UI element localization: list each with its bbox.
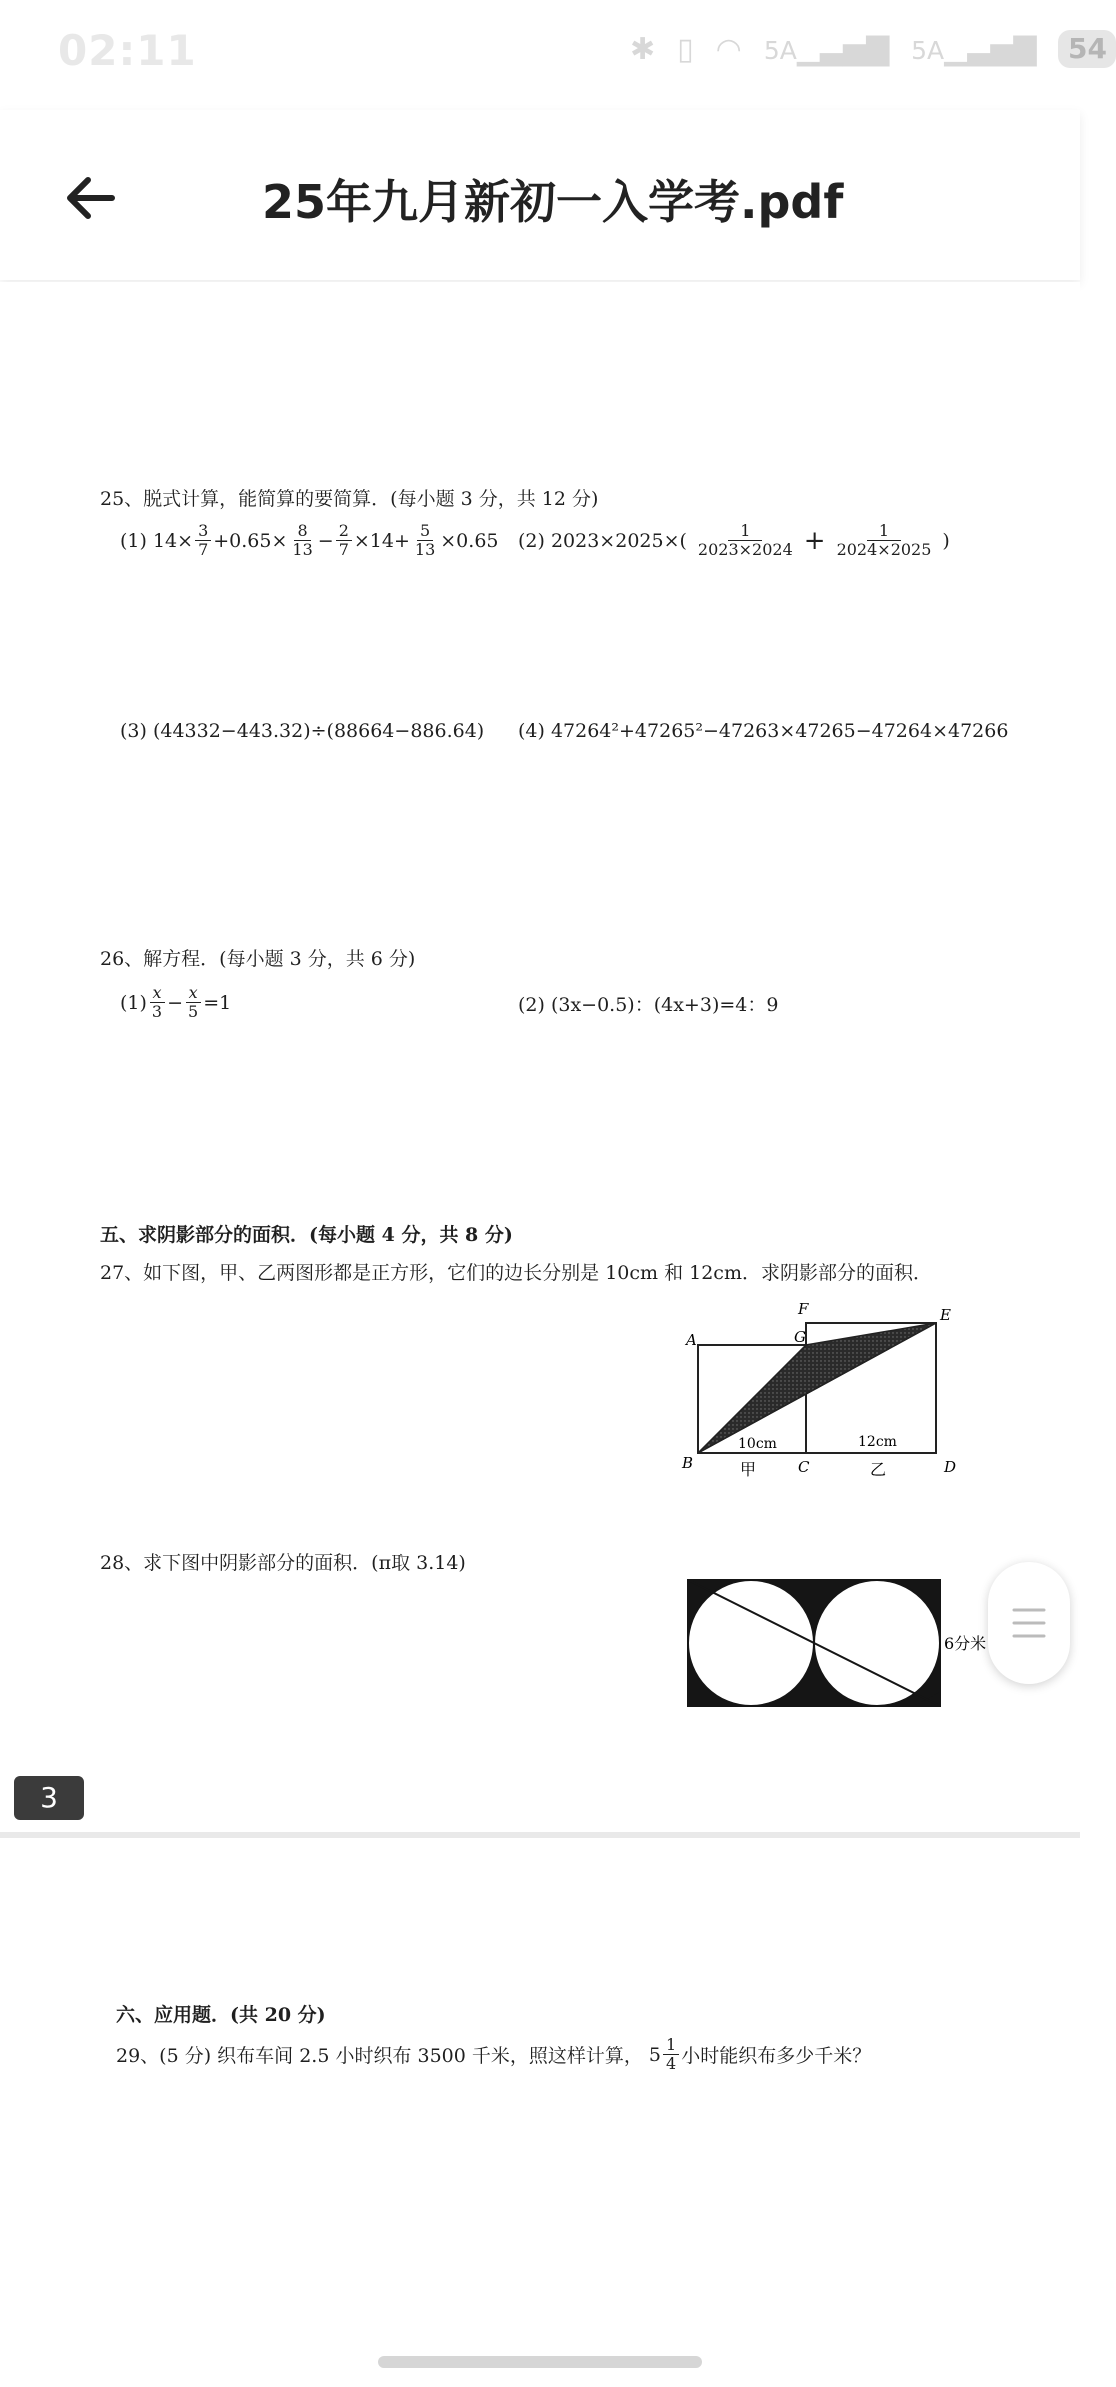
label-d: D	[944, 1458, 957, 1476]
pdf-page	[0, 282, 1080, 1832]
label-jia: 甲	[740, 1460, 757, 1479]
q25-part2: (2) 2023×2025×( $\frac{1}{2023\times 2024}$ + $\frac{1}{2024\times 2025}$ )	[518, 521, 950, 559]
q25-part3: (3) (44332−443.32)÷(88664−886.64)	[120, 720, 485, 742]
question-28-text: 28、求下图中阴影部分的面积．(π取 3.14)	[100, 1552, 466, 1574]
pdf-page	[0, 1838, 1080, 2387]
status-bar	[0, 0, 1107, 110]
vibrate-icon: ▯	[677, 31, 694, 67]
battery-icon: 54	[1058, 30, 1116, 68]
app-bar	[0, 110, 1080, 280]
label-a: A	[686, 1331, 697, 1349]
drag-handle-icon	[988, 1562, 1070, 1684]
question-25-heading: 25、脱式计算，能简算的要简算．(每小题 3 分，共 12 分)	[100, 488, 599, 510]
arrow-left-icon	[60, 168, 120, 228]
q27-squares-figure	[676, 1300, 976, 1480]
label-e: E	[940, 1306, 951, 1324]
fast-scroll-handle[interactable]	[988, 1562, 1070, 1684]
status-icons	[630, 30, 1116, 68]
signal-5g-icon: 5A▁▃▅▇	[911, 31, 1037, 67]
back-button[interactable]	[60, 168, 120, 228]
label-yi: 乙	[870, 1460, 887, 1479]
signal-5g-icon: 5A▁▃▅▇	[763, 31, 890, 67]
length-12cm: 12cm	[858, 1434, 897, 1450]
q26-part2: (2) (3x−0.5)：(4x+3)=4：9	[518, 994, 779, 1016]
question-27-text: 27、如下图，甲、乙两图形都是正方形，它们的边长分别是 10cm 和 12cm．求阴影部分的面积．	[100, 1262, 932, 1284]
length-10cm: 10cm	[738, 1436, 777, 1452]
label-f: F	[798, 1300, 809, 1318]
section-6-heading: 六、应用题．(共 20 分)	[116, 2004, 326, 2026]
section-5-heading: 五、求阴影部分的面积．(每小题 4 分，共 8 分)	[100, 1224, 513, 1246]
label-c: C	[798, 1458, 810, 1476]
label-g: G	[794, 1328, 806, 1346]
question-29-text: 29、(5 分) 织布车间 2.5 小时织布 3500 千米，照这样计算， 5 $\frac{1}{4}$ 小时能织布多少千米？	[116, 2035, 872, 2073]
dimension-6dm: 6分米	[944, 1634, 987, 1653]
wifi-icon: ◠	[715, 31, 742, 67]
home-indicator[interactable]	[378, 2356, 702, 2368]
q26-part1: (1) $\frac{x}{3}$ − $\frac{x}{5}$ =1	[120, 983, 232, 1021]
q25-part1: (1) 14× $\frac{3}{7}$ +0.65× $\frac{8}{13}$ − $\frac{2}{7}$ ×14+ $\frac{5}{13}$ ×0.65	[120, 521, 499, 559]
q25-part4: (4) 47264²+47265²−47263×47265−47264×47266	[518, 720, 1009, 742]
page-number-badge: 3	[14, 1776, 84, 1820]
document-title: 25年九月新初一入学考.pdf	[262, 175, 844, 229]
bluetooth-icon: ✱	[630, 31, 656, 67]
status-time: 02:11	[58, 26, 197, 75]
question-26-heading: 26、解方程．(每小题 3 分，共 6 分)	[100, 948, 416, 970]
label-b: B	[682, 1454, 694, 1472]
q28-circles-figure	[684, 1572, 994, 1712]
